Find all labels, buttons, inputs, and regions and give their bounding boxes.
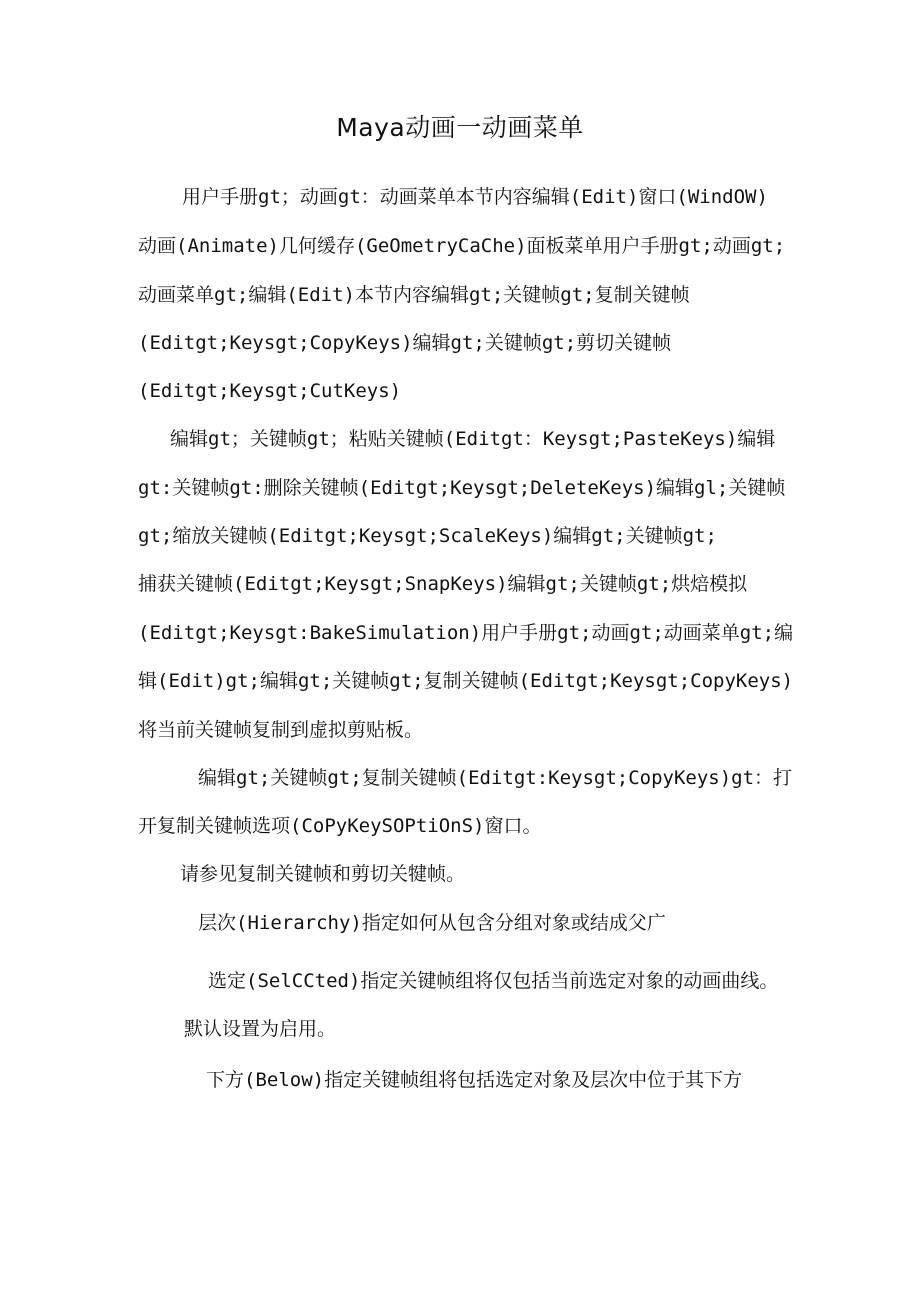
body-line-18: 默认设置为启用。	[184, 1018, 337, 1040]
body-line-13: 编辑gt;关键帧gt;复制关键帧(Editgt:Keysgt;CopyKeys)gt：打	[198, 767, 793, 789]
body-line-9: 捕获关键帧(Editgt;Keysgt;SnapKeys)编辑gt;关键帧gt;烘焙模拟	[138, 573, 748, 595]
body-line-12: 将当前关键帧复制到虚拟剪贴板。	[138, 719, 424, 741]
body-line-2: 动画(Animate)几何缓存(GeOmetryCaChe)面板菜单用户手册gt;动画gt;	[138, 235, 786, 257]
body-line-7: gt:关键帧gt:删除关键帧(Editgt;Keysgt;DeleteKeys)编辑gl;关键帧	[138, 477, 786, 499]
body-line-1: 用户手册gt；动画gt：动画菜单本节内容编辑(Edit)窗口(WindOW)	[182, 186, 768, 208]
body-line-16: 层次(Hierarchy)指定如何从包含分组对象或结成父广	[198, 912, 666, 934]
body-line-3: 动画菜单gt;编辑(Edit)本节内容编辑gt;关键帧gt;复制关键帧	[138, 284, 690, 306]
body-line-10: (Editgt;Keysgt:BakeSimulation)用户手册gt;动画gt;动画菜单gt;编	[138, 622, 794, 644]
document-title: Maya动画一动画菜单	[336, 113, 584, 142]
body-line-15: 请参见复制关键帧和剪切关犍帧。	[180, 863, 466, 885]
body-line-8: gt;缩放关键帧(Editgt;Keysgt;ScaleKeys)编辑gt;关键帧gt;	[138, 525, 717, 547]
body-line-11: 辑(Edit)gt;编辑gt;关键帧gt;复制关键帧(Editgt;Keysgt;CopyKeys)	[138, 670, 794, 692]
body-line-14: 开复制关键帧选项(CoPyKeySOPtiOnS)窗口。	[138, 815, 542, 837]
body-line-6: 编辑gt；关键帧gt；粘贴关键帧(Editgt：Keysgt;PasteKeys)编辑	[170, 428, 776, 450]
body-line-4: (Editgt;Keysgt;CopyKeys)编辑gt;关键帧gt;剪切关键帧	[138, 332, 672, 354]
body-line-5: (Editgt;Keysgt;CutKeys)	[138, 380, 402, 402]
body-line-19: 下方(Below)指定关键帧组将包括选定对象及层次中位于其下方	[206, 1069, 743, 1091]
body-line-17: 选定(SelCCted)指定关键帧组将仅包括当前选定对象的动画曲线。	[208, 970, 779, 992]
